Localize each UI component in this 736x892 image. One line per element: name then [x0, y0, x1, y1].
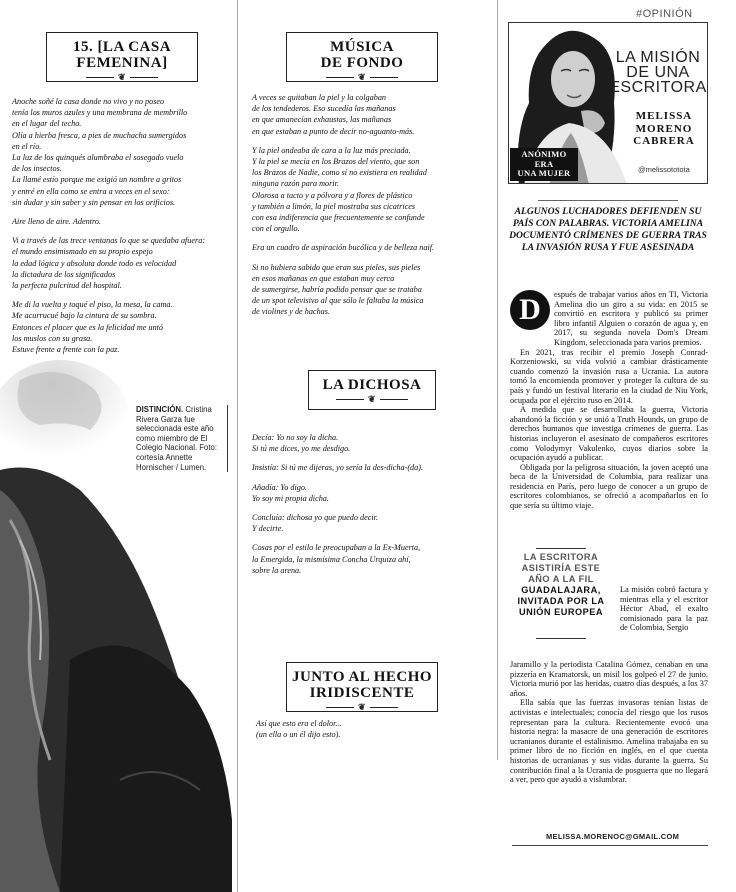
- poem-line: ninguna razón para morir.: [252, 179, 339, 189]
- article-deck: ALGUNOS LUCHADORES DEFIENDEN SU PAÍS CON PALABRAS. VICTORIA AMELINA DOCUMENTÓ CRÍMENES DE GUERRA TRAS LA INVASIÓN RUSA Y FUE ASESINADA: [509, 206, 707, 253]
- pull-quote-lead: LA ESCRITORA ASISTIRÍA ESTE AÑO A LA FIL: [521, 552, 601, 584]
- column-divider: [497, 0, 498, 760]
- poem-line: Así que esto era el dolor...: [256, 719, 342, 728]
- section-label: #OPINIÓN: [636, 8, 693, 20]
- article-body-side: [620, 585, 708, 633]
- poem-line: con esa indiferencia que frecuentemente se confunde: [252, 213, 425, 223]
- caption-text: Cristina Rivera Garza fue seleccionada este año como miembro de El Colegio Nacional. Foto: cortesía Annette Hornischer / Lumen.: [136, 405, 218, 472]
- body-paragraph: Ella sabía que las fuerzas invasoras tenían listas de activistas e intelectuales; conocía del riesgo que los rusos representan para la cultura. Recientemente evocó una historia negra: la masacre de una generación de escritores ucranianos durante el estalinismo. Amelina trabajaba en su primer libro de no ficción en inglés, en el que cuenta historias de ucranianas y sus vidas durante la guerra. Su contribución final a la Ucrania de posguerra que no llegará a ver, pero que ayudó a vislumbrar.: [510, 698, 708, 785]
- poem-line: con el orgullo.: [252, 224, 300, 234]
- divider: [536, 638, 586, 639]
- poem-line: Anoche soñé la casa donde no vivo y no poseo: [12, 97, 165, 106]
- poem-line: el mundo ensimismado en su propio espejo: [12, 247, 153, 257]
- poem-text: [252, 92, 492, 318]
- body-paragraph: Obligada por la peligrosa situación, la joven aceptó una beca de la Universidad de Columbia, para realizar una residencia en París, pero luego de conocer a un grupo de escritores colombianos, se ofreció a acompañarlos en lo que sería su último viaje.: [510, 462, 708, 511]
- poem-line: Si tú me dices, yo me desdigo.: [252, 444, 351, 454]
- ornament-icon: ❦: [309, 395, 435, 404]
- stanza-gap: [252, 254, 492, 262]
- poem-line: la Emergida, la mismísima Concha Urquiza ahí,: [252, 554, 411, 564]
- poem-title-box: [286, 32, 438, 82]
- column-title-line: ESCRITORA: [609, 79, 707, 96]
- poem-line: la dictadura de los significados: [12, 269, 116, 279]
- poem-line: Vi a través de las trece ventanas lo que se quedaba afuera:: [12, 236, 206, 246]
- poem-line: Decía: Yo no soy la dicha.: [252, 433, 339, 442]
- poem-line: Entonces el placer que es la felicidad me untó: [12, 322, 163, 332]
- poem-line: Y la piel se mecía en los Brazos del viento, que son: [252, 157, 420, 167]
- poem-line: la perfecta pulcritud del hospital.: [12, 281, 122, 291]
- poem-line: los Brazos de Nadie, como sí no existiera en realidad: [252, 168, 427, 178]
- poem-line: Me acurrucué bajo la cintura de su sombra.: [12, 311, 157, 321]
- stanza-gap: [252, 474, 492, 482]
- stanza-gap: [252, 534, 492, 542]
- badge-line: ANÓNIMO ERA: [521, 149, 567, 169]
- poem-title-line: DE FONDO: [320, 55, 404, 71]
- poem-line: Aire lleno de aire. Adentro.: [12, 217, 101, 227]
- column-title-line: LA MISIÓN: [615, 49, 701, 66]
- drop-cap: D: [510, 290, 550, 330]
- poem-line: en el lugar del techo.: [12, 119, 82, 129]
- poem-line: La luz de los quinqués alumbraba el sosegado vuelo: [12, 153, 184, 163]
- poem-line: Si no hubiera sabido que eran sus pieles, sus pieles: [252, 262, 421, 272]
- column-badge: [510, 148, 578, 181]
- author-name-line: MORENO: [635, 122, 693, 135]
- article-body-bottom: [510, 660, 708, 785]
- poem-title-line: JUNTO AL HECHO: [291, 669, 433, 685]
- poem-line: La llamé estío porque me exigió un nombre a gritos: [12, 175, 182, 185]
- stanza-gap: [12, 227, 234, 235]
- divider: [538, 200, 678, 201]
- poem-line: sobre la arena.: [252, 565, 302, 575]
- poem-line: A veces se quitaban la piel y la colgaban: [252, 93, 387, 102]
- ornament-icon: ❦: [287, 73, 437, 82]
- poem-line: de los tendederos. Eso sucedía las mañanas: [252, 104, 396, 114]
- divider: [512, 845, 708, 846]
- column-title: [608, 50, 708, 95]
- poem-title-line: LA DICHOSA: [322, 377, 422, 393]
- poem-line: Insistía: Si tú me dijeras, yo sería la des-dicha-(da).: [252, 463, 424, 473]
- poem-title-box: [286, 662, 438, 712]
- stanza-gap: [12, 291, 234, 299]
- caption-label: DISTINCIÓN.: [136, 405, 184, 414]
- body-paragraph: A medida que se desarrollaba la guerra, Victoria abandonó la ficción y se unió a Truth Hounds, un grupo de derechos humanos que investiga crímenes de guerra. Las historias incluyeron el asesinato de compañeros escritores como Volodymyr Vakulenko, cuyos diarios sobre la ocupación ayudó a publicar.: [510, 405, 708, 463]
- photo-caption: [136, 405, 228, 472]
- stanza-gap: [252, 454, 492, 462]
- poem-line: de los insectos.: [12, 164, 62, 174]
- body-paragraph: La misión cobró factura y mientras ella y el escritor Héctor Abad, el exalto comisionado para la paz de Colombia, Sergio: [620, 585, 708, 633]
- poem-text: [252, 432, 492, 576]
- stanza-gap: [252, 234, 492, 242]
- poem-line: (un ella o un él dijo esto).: [256, 730, 341, 740]
- poem-line: Era un cuadro de aspiración bucólica y de belleza naif.: [252, 243, 435, 253]
- author-name-line: MELISSA: [635, 110, 693, 122]
- poem-line: en el río.: [12, 141, 42, 151]
- poem-line: Y decirte.: [252, 524, 284, 534]
- body-paragraph: Jaramillo y la periodista Catalina Gómez, cenaban en una pizzería en Kramatorsk, un misil los golpeó el 27 de junio. Victoria murió por las heridas, cuatro días después, a los 37 años.: [510, 660, 708, 698]
- stanza-gap: [252, 137, 492, 145]
- ornament-icon: ❦: [287, 703, 437, 712]
- poem-line: los muslos con su grasa.: [12, 333, 93, 343]
- stanza-gap: [252, 504, 492, 512]
- ornament-icon: ❦: [47, 73, 197, 82]
- poem-line: de violines y de hachas.: [252, 307, 330, 317]
- poem-title-line: FEMENINA]: [76, 55, 168, 71]
- badge-line: UNA MUJER: [517, 168, 571, 178]
- pull-quote: [512, 552, 610, 618]
- pull-quote-main: GUADALAJARA, INVITADA POR LA UNIÓN EUROPEA: [517, 585, 605, 617]
- poem-title-box: [308, 370, 436, 410]
- poem-title-line: IRIDISCENTE: [309, 685, 415, 701]
- author-email: MELISSA.MORENOC@GMAIL.COM: [546, 832, 680, 841]
- poem-line: y también a limón, la piel mostraba sus cicatrices: [252, 201, 416, 211]
- poem-text: [256, 718, 486, 740]
- poem-line: de un spot televisivo al que sólo le faltaba la música: [252, 296, 424, 306]
- poem-text: [12, 96, 234, 355]
- poem-line: Yo soy mi propia dicha.: [252, 493, 329, 503]
- author-name: [622, 110, 706, 148]
- body-paragraph: En 2021, tras recibir el premio Joseph Conrad-Korzeniowski, su vida volvió a cambiar drásticamente cuando comenzó la invasión rusa a Ucrania. La autora tomó la encomienda promover y proteger la cultura de su país y fundó un festival literario en la ciudad de Niu York, ocupada por el ejército ruso en 2014.: [510, 347, 708, 405]
- poem-line: en que estaban a punto de decir no-aguanto-más.: [252, 126, 415, 136]
- poem-title-box: [46, 32, 198, 82]
- body-paragraph: espués de trabajar varios años en TI, Victoria Amelina dio un giro a su vida: en 2015 se convirtió en escritora y publicó su primer libro infantil Alguien o corazón de agua y, en 2017, su segunda novela Dom's Dream Kingdom, seleccionada para varios premios.: [554, 290, 708, 347]
- poem-title-line: 15. [LA CASA: [72, 39, 172, 55]
- author-handle: @melissototota: [638, 165, 690, 174]
- divider: [536, 548, 586, 549]
- poem-line: en que amanecían exhaustas, las mañanas: [252, 115, 392, 125]
- poem-line: Y la piel ondeaba de cara a la luz más preciada.: [252, 145, 411, 155]
- poem-line: Concluía: dichosa yo que puedo decir.: [252, 513, 378, 523]
- column-divider: [237, 0, 238, 892]
- poem-title-line: MÚSICA: [330, 39, 394, 55]
- article-body-top: [510, 290, 708, 511]
- poem-line: Añadía: Yo digo.: [252, 482, 307, 492]
- poem-line: Estuve frente a frente con la paz.: [12, 345, 120, 355]
- poem-line: Me di la vuelta y toqué el piso, la mesa, la cama.: [12, 300, 173, 310]
- stanza-gap: [12, 208, 234, 216]
- poem-line: Cosas por el estilo le preocupaban a la Ex-Muerta,: [252, 543, 421, 553]
- poem-line: tenía los muros azules y una membrana de membrillo: [12, 108, 188, 118]
- poem-line: en esos mañanas en que estaban muy cerca: [252, 273, 395, 283]
- author-name-line: CABRERA: [633, 135, 695, 147]
- column-title-line: DE UNA: [626, 64, 690, 81]
- poem-line: sin dudar y sin saber y sin pensar en los orificios.: [12, 197, 176, 207]
- poem-line: Olía a hierba fresca, a pies de muchacha sumergidos: [12, 130, 187, 140]
- poem-line: de sumergirse, habría podido pensar que se trataba: [252, 285, 422, 295]
- poem-line: Olorosa a tacto y a pólvora y a flores de plástico: [252, 190, 413, 200]
- poem-line: la edad lógica y absoluta donde todo es velocidad: [12, 258, 177, 268]
- poem-line: y entré en ella como se entra a veces en el sexo:: [12, 186, 170, 196]
